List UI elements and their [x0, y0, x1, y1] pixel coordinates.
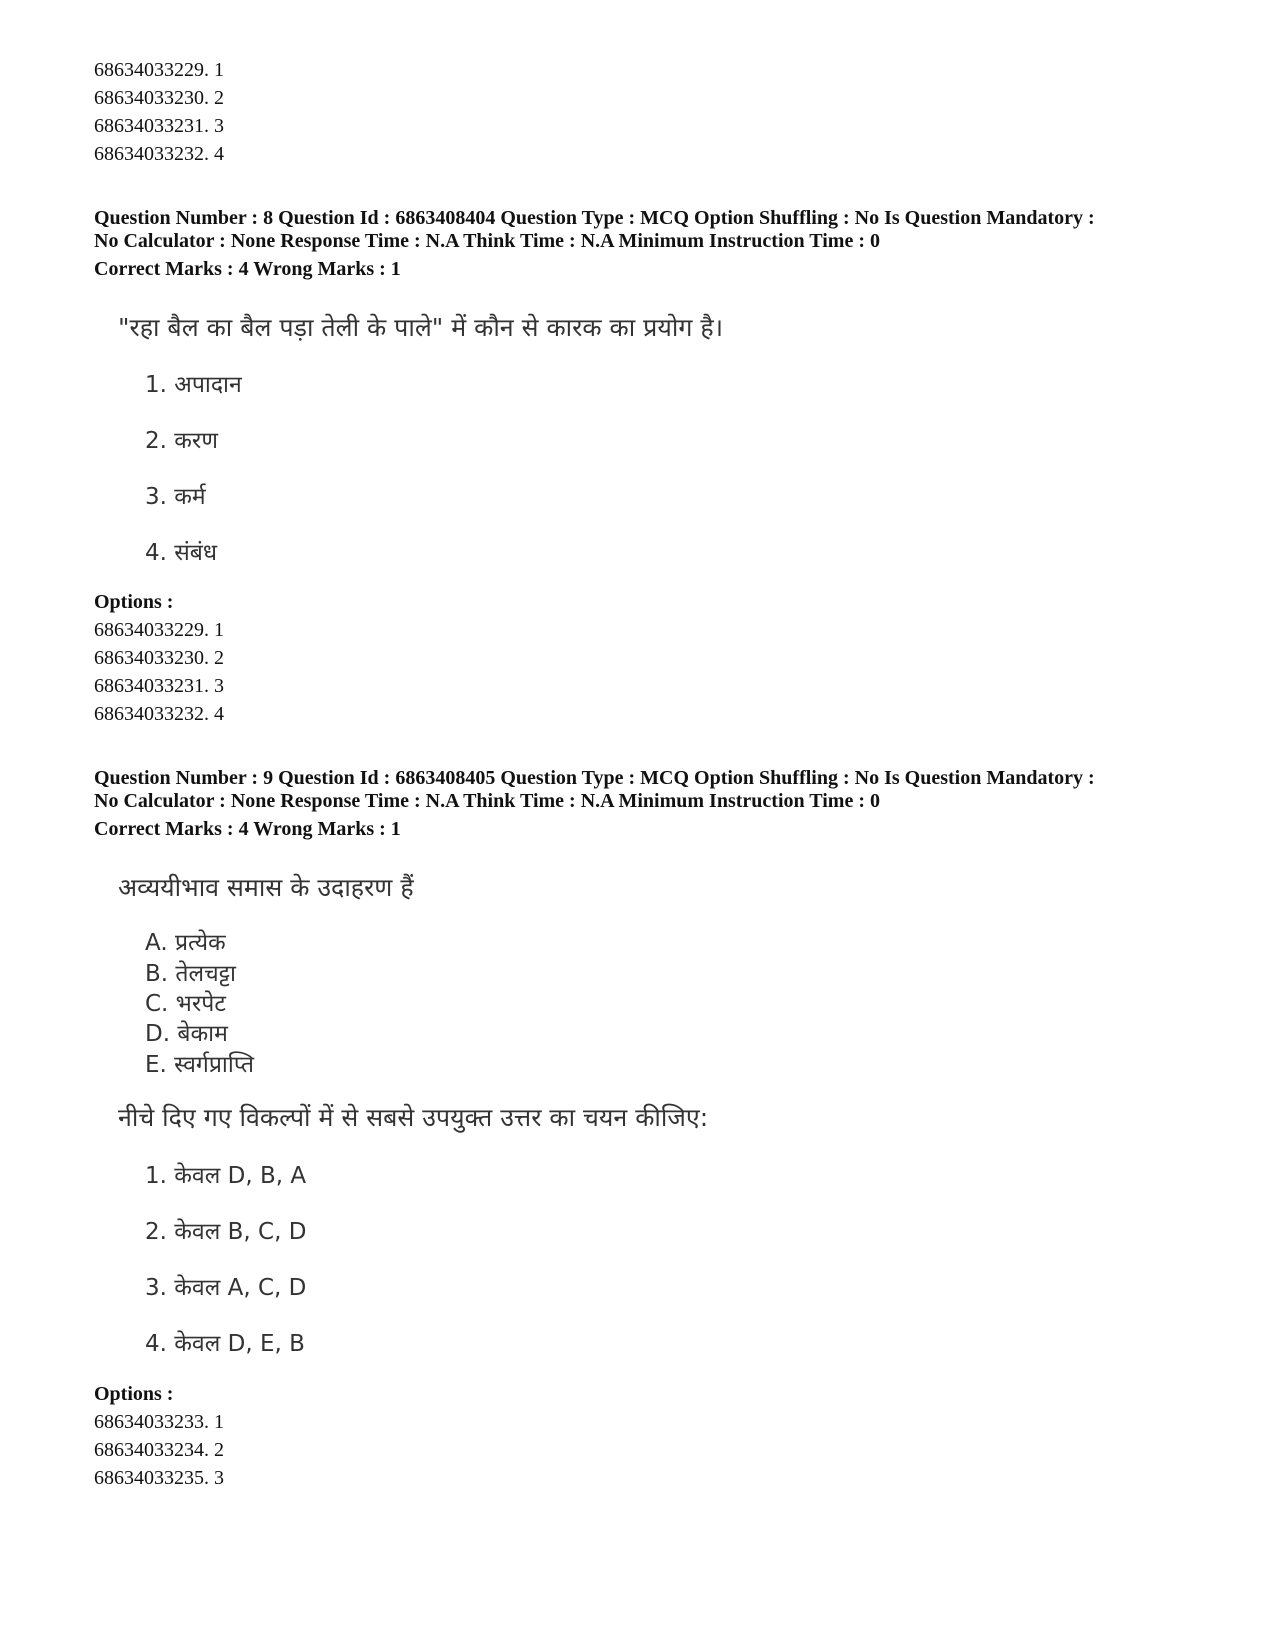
list-item: B. तेलचट्टा	[145, 961, 236, 987]
instruction-text: नीचे दिए गए विकल्पों में से सबसे उपयुक्त उत्तर का चयन कीजिए:	[118, 1103, 709, 1132]
question-header: No Calculator : None Response Time : N.A Think Time : N.A Minimum Instruction Time : 0	[94, 790, 880, 812]
answer-choice: 1. केवल D, B, A	[145, 1163, 307, 1189]
marks-line: Correct Marks : 4 Wrong Marks : 1	[94, 258, 401, 280]
marks-line: Correct Marks : 4 Wrong Marks : 1	[94, 818, 401, 840]
list-item: E. स्वर्गप्राप्ति	[145, 1052, 255, 1078]
options-label: Options :	[94, 1383, 174, 1405]
answer-choice: 3. केवल A, C, D	[145, 1275, 307, 1301]
option-id-line: 68634033234. 2	[94, 1439, 224, 1461]
question-text: अव्ययीभाव समास के उदाहरण हैं	[118, 873, 414, 902]
list-item: D. बेकाम	[145, 1021, 228, 1047]
option-id-line: 68634033232. 4	[94, 703, 224, 725]
answer-choice: 1. अपादान	[145, 372, 242, 398]
question-text: "रहा बैल का बैल पड़ा तेली के पाले" में कौन से कारक का प्रयोग है।	[118, 313, 724, 342]
answer-choice: 4. केवल D, E, B	[145, 1331, 305, 1357]
option-id-line: 68634033230. 2	[94, 87, 224, 109]
option-id-line: 68634033231. 3	[94, 675, 224, 697]
question-header: Question Number : 8 Question Id : 6863408404 Question Type : MCQ Option Shuffling : No Is Question Mandatory :	[94, 207, 1095, 229]
question-header: Question Number : 9 Question Id : 6863408405 Question Type : MCQ Option Shuffling : No Is Question Mandatory :	[94, 767, 1095, 789]
option-id-line: 68634033229. 1	[94, 619, 224, 641]
option-id-line: 68634033235. 3	[94, 1467, 224, 1489]
question-header: No Calculator : None Response Time : N.A Think Time : N.A Minimum Instruction Time : 0	[94, 230, 880, 252]
option-id-line: 68634033230. 2	[94, 647, 224, 669]
option-id-line: 68634033231. 3	[94, 115, 224, 137]
answer-choice: 2. करण	[145, 428, 218, 454]
option-id-line: 68634033229. 1	[94, 59, 224, 81]
option-id-line: 68634033233. 1	[94, 1411, 224, 1433]
list-item: A. प्रत्येक	[145, 930, 226, 956]
answer-choice: 2. केवल B, C, D	[145, 1219, 307, 1245]
answer-choice: 3. कर्म	[145, 484, 206, 510]
options-label: Options :	[94, 591, 174, 613]
list-item: C. भरपेट	[145, 991, 226, 1017]
answer-choice: 4. संबंध	[145, 540, 218, 566]
option-id-line: 68634033232. 4	[94, 143, 224, 165]
